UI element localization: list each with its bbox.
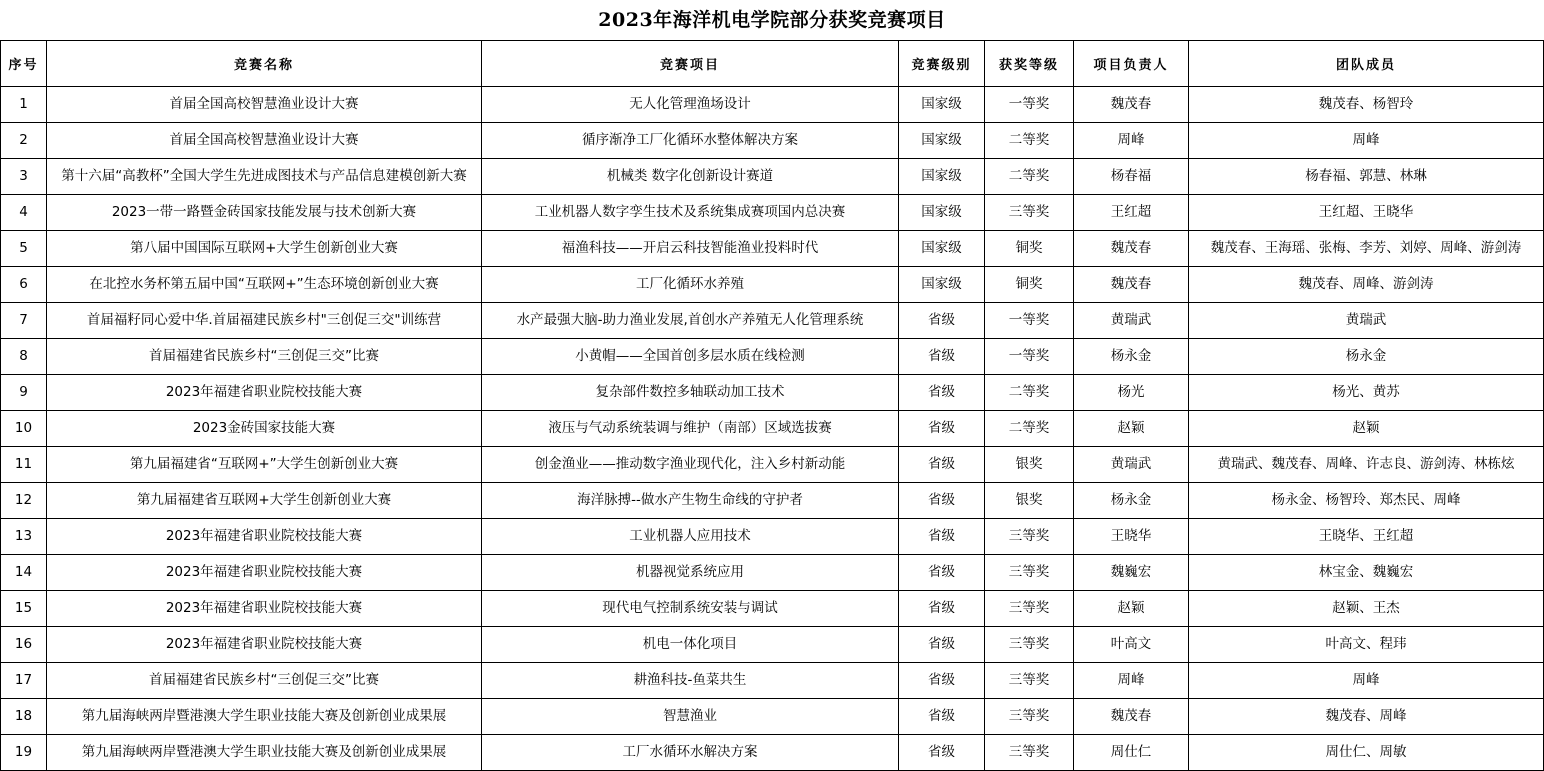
cell-award: 一等奖 (985, 87, 1074, 123)
table-row (1, 483, 1544, 519)
cell-no: 16 (1, 627, 47, 663)
cell-level: 省级 (899, 483, 985, 519)
cell-level: 省级 (899, 339, 985, 375)
cell-level: 国家级 (899, 159, 985, 195)
cell-competition: 第十六届“高教杯”全国大学生先进成图技术与产品信息建模创新大赛 (47, 159, 482, 195)
table-row (1, 375, 1544, 411)
cell-team: 周峰 (1189, 663, 1544, 699)
cell-competition: 2023年福建省职业院校技能大赛 (47, 375, 482, 411)
table-row (1, 159, 1544, 195)
cell-award: 三等奖 (985, 195, 1074, 231)
cell-team: 魏茂春、杨智玲 (1189, 87, 1544, 123)
table-row (1, 555, 1544, 591)
cell-team: 王红超、王晓华 (1189, 195, 1544, 231)
cell-team: 魏茂春、周峰 (1189, 699, 1544, 735)
table-row (1, 735, 1544, 771)
cell-level: 省级 (899, 375, 985, 411)
cell-leader: 杨光 (1074, 375, 1189, 411)
cell-no: 19 (1, 735, 47, 771)
cell-leader: 魏茂春 (1074, 699, 1189, 735)
cell-project: 机械类 数字化创新设计赛道 (482, 159, 899, 195)
cell-project: 工厂化循环水养殖 (482, 267, 899, 303)
header-team: 团队成员 (1189, 41, 1544, 87)
cell-team: 周仕仁、周敏 (1189, 735, 1544, 771)
cell-project: 无人化管理渔场设计 (482, 87, 899, 123)
cell-competition: 首届福籽同心爱中华.首届福建民族乡村"三创促三交"训练营 (47, 303, 482, 339)
cell-leader: 周仕仁 (1074, 735, 1189, 771)
table-body (1, 87, 1544, 771)
cell-team: 魏茂春、周峰、游剑涛 (1189, 267, 1544, 303)
table-row (1, 267, 1544, 303)
table-row (1, 591, 1544, 627)
header-no: 序号 (1, 41, 47, 87)
cell-level: 国家级 (899, 231, 985, 267)
cell-competition: 首届福建省民族乡村“三创促三交”比赛 (47, 663, 482, 699)
cell-no: 14 (1, 555, 47, 591)
cell-competition: 2023年福建省职业院校技能大赛 (47, 519, 482, 555)
cell-project: 循序渐净工厂化循环水整体解决方案 (482, 123, 899, 159)
cell-project: 海洋脉搏--做水产生物生命线的守护者 (482, 483, 899, 519)
cell-project: 小黄帽——全国首创多层水质在线检测 (482, 339, 899, 375)
cell-project: 机电一体化项目 (482, 627, 899, 663)
cell-no: 2 (1, 123, 47, 159)
cell-level: 省级 (899, 303, 985, 339)
table-row (1, 231, 1544, 267)
cell-award: 三等奖 (985, 519, 1074, 555)
cell-no: 18 (1, 699, 47, 735)
table-row (1, 519, 1544, 555)
cell-leader: 魏茂春 (1074, 267, 1189, 303)
table-row (1, 195, 1544, 231)
cell-award: 银奖 (985, 447, 1074, 483)
cell-leader: 黄瑞武 (1074, 303, 1189, 339)
cell-award: 二等奖 (985, 375, 1074, 411)
cell-leader: 周峰 (1074, 663, 1189, 699)
table-row (1, 339, 1544, 375)
cell-team: 周峰 (1189, 123, 1544, 159)
cell-team: 魏茂春、王海瑶、张梅、李芳、刘婷、周峰、游剑涛 (1189, 231, 1544, 267)
cell-level: 省级 (899, 591, 985, 627)
cell-no: 3 (1, 159, 47, 195)
table-row (1, 447, 1544, 483)
cell-competition: 2023一带一路暨金砖国家技能发展与技术创新大赛 (47, 195, 482, 231)
header-row (1, 41, 1544, 87)
cell-leader: 叶高文 (1074, 627, 1189, 663)
table-row (1, 663, 1544, 699)
cell-team: 杨光、黄苏 (1189, 375, 1544, 411)
cell-leader: 赵颖 (1074, 411, 1189, 447)
cell-project: 复杂部件数控多轴联动加工技术 (482, 375, 899, 411)
cell-no: 10 (1, 411, 47, 447)
cell-level: 省级 (899, 411, 985, 447)
header-project: 竞赛项目 (482, 41, 899, 87)
cell-level: 国家级 (899, 195, 985, 231)
cell-award: 三等奖 (985, 663, 1074, 699)
cell-team: 赵颖 (1189, 411, 1544, 447)
cell-competition: 2023年福建省职业院校技能大赛 (47, 591, 482, 627)
cell-level: 省级 (899, 699, 985, 735)
cell-competition: 首届全国高校智慧渔业设计大赛 (47, 87, 482, 123)
cell-no: 7 (1, 303, 47, 339)
cell-team: 王晓华、王红超 (1189, 519, 1544, 555)
cell-level: 省级 (899, 627, 985, 663)
cell-award: 二等奖 (985, 159, 1074, 195)
cell-no: 1 (1, 87, 47, 123)
cell-award: 二等奖 (985, 123, 1074, 159)
cell-team: 杨永金、杨智玲、郑杰民、周峰 (1189, 483, 1544, 519)
cell-competition: 第九届海峡两岸暨港澳大学生职业技能大赛及创新创业成果展 (47, 735, 482, 771)
cell-competition: 首届全国高校智慧渔业设计大赛 (47, 123, 482, 159)
cell-competition: 2023金砖国家技能大赛 (47, 411, 482, 447)
cell-level: 省级 (899, 519, 985, 555)
header-leader: 项目负责人 (1074, 41, 1189, 87)
cell-competition: 2023年福建省职业院校技能大赛 (47, 555, 482, 591)
cell-award: 一等奖 (985, 339, 1074, 375)
cell-competition: 第八届中国国际互联网+大学生创新创业大赛 (47, 231, 482, 267)
cell-leader: 杨永金 (1074, 339, 1189, 375)
cell-no: 15 (1, 591, 47, 627)
cell-leader: 魏茂春 (1074, 87, 1189, 123)
cell-leader: 杨春福 (1074, 159, 1189, 195)
cell-level: 省级 (899, 555, 985, 591)
cell-leader: 黄瑞武 (1074, 447, 1189, 483)
cell-no: 5 (1, 231, 47, 267)
cell-project: 液压与气动系统装调与维护（南部）区域选拔赛 (482, 411, 899, 447)
cell-project: 福渔科技——开启云科技智能渔业投料时代 (482, 231, 899, 267)
table-row (1, 627, 1544, 663)
cell-award: 三等奖 (985, 591, 1074, 627)
cell-project: 创金渔业——推动数字渔业现代化，注入乡村新动能 (482, 447, 899, 483)
cell-award: 三等奖 (985, 627, 1074, 663)
header-award: 获奖等级 (985, 41, 1074, 87)
cell-leader: 王晓华 (1074, 519, 1189, 555)
header-competition: 竞赛名称 (47, 41, 482, 87)
cell-competition: 第九届海峡两岸暨港澳大学生职业技能大赛及创新创业成果展 (47, 699, 482, 735)
cell-project: 工业机器人应用技术 (482, 519, 899, 555)
cell-team: 杨永金 (1189, 339, 1544, 375)
cell-level: 国家级 (899, 123, 985, 159)
table-row (1, 87, 1544, 123)
cell-no: 8 (1, 339, 47, 375)
cell-level: 国家级 (899, 267, 985, 303)
cell-award: 一等奖 (985, 303, 1074, 339)
cell-level: 省级 (899, 663, 985, 699)
cell-no: 17 (1, 663, 47, 699)
cell-project: 工厂水循环水解决方案 (482, 735, 899, 771)
cell-no: 12 (1, 483, 47, 519)
page-title: 2023年海洋机电学院部分获奖竞赛项目 (598, 9, 946, 31)
cell-leader: 杨永金 (1074, 483, 1189, 519)
cell-award: 银奖 (985, 483, 1074, 519)
cell-project: 机器视觉系统应用 (482, 555, 899, 591)
cell-team: 杨春福、郭慧、林琳 (1189, 159, 1544, 195)
cell-project: 工业机器人数字孪生技术及系统集成赛项国内总决赛 (482, 195, 899, 231)
cell-no: 11 (1, 447, 47, 483)
cell-team: 赵颖、王杰 (1189, 591, 1544, 627)
cell-competition: 第九届福建省“互联网+”大学生创新创业大赛 (47, 447, 482, 483)
cell-competition: 第九届福建省互联网+大学生创新创业大赛 (47, 483, 482, 519)
cell-leader: 魏茂春 (1074, 231, 1189, 267)
table-row (1, 699, 1544, 735)
cell-team: 黄瑞武 (1189, 303, 1544, 339)
table-row (1, 303, 1544, 339)
cell-project: 智慧渔业 (482, 699, 899, 735)
cell-project: 耕渔科技-鱼菜共生 (482, 663, 899, 699)
cell-team: 叶高文、程玮 (1189, 627, 1544, 663)
cell-award: 三等奖 (985, 699, 1074, 735)
cell-level: 省级 (899, 447, 985, 483)
cell-award: 二等奖 (985, 411, 1074, 447)
cell-level: 国家级 (899, 87, 985, 123)
cell-competition: 在北控水务杯第五届中国“互联网+”生态环境创新创业大赛 (47, 267, 482, 303)
cell-no: 13 (1, 519, 47, 555)
cell-team: 黄瑞武、魏茂春、周峰、许志良、游剑涛、林栋炫 (1189, 447, 1544, 483)
cell-leader: 赵颖 (1074, 591, 1189, 627)
cell-award: 三等奖 (985, 555, 1074, 591)
cell-award: 三等奖 (985, 735, 1074, 771)
header-level: 竞赛级别 (899, 41, 985, 87)
table-header (1, 41, 1544, 87)
cell-no: 6 (1, 267, 47, 303)
cell-project: 现代电气控制系统安装与调试 (482, 591, 899, 627)
cell-competition: 首届福建省民族乡村“三创促三交”比赛 (47, 339, 482, 375)
table-row (1, 123, 1544, 159)
table-row (1, 411, 1544, 447)
cell-leader: 魏巍宏 (1074, 555, 1189, 591)
cell-competition: 2023年福建省职业院校技能大赛 (47, 627, 482, 663)
cell-team: 林宝金、魏巍宏 (1189, 555, 1544, 591)
cell-project: 水产最强大脑-助力渔业发展,首创水产养殖无人化管理系统 (482, 303, 899, 339)
cell-award: 铜奖 (985, 231, 1074, 267)
cell-no: 9 (1, 375, 47, 411)
cell-leader: 周峰 (1074, 123, 1189, 159)
awards-table (0, 40, 1544, 771)
cell-award: 铜奖 (985, 267, 1074, 303)
cell-no: 4 (1, 195, 47, 231)
cell-level: 省级 (899, 735, 985, 771)
cell-leader: 王红超 (1074, 195, 1189, 231)
